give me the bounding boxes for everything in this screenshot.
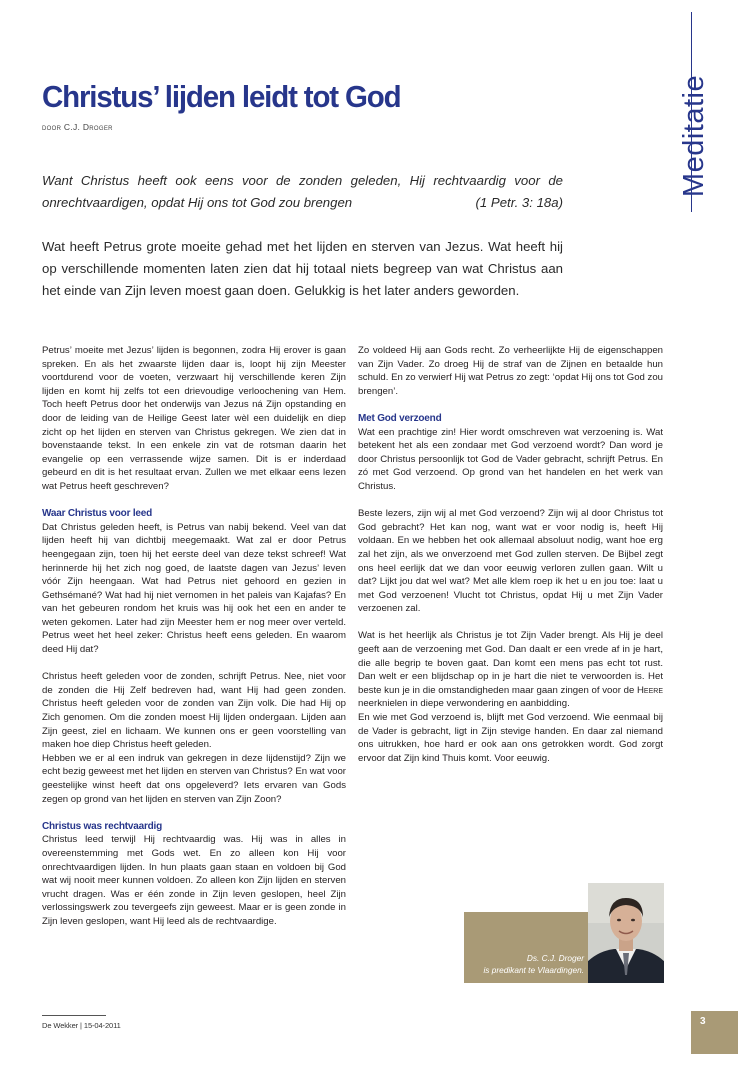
right-column (358, 344, 663, 779)
body-paragraph (358, 629, 663, 711)
bible-quote (42, 170, 563, 214)
body-paragraph: Dat Christus geleden heeft, is Petrus van nabij bekend. Veel van dat lijden heeft hij van dichtbij meegemaakt. Wat zal er door Petrus heengegaan zijn, toen hij het eerste deel van deze tekst schreef! Wat herinnerde hij het zich nog goed, de laatste dagen van Jezus’ leven vóór Zijn heengaan. Wat had Petrus niet gehoord en gezien in Gethsémané? Wat had hij niet vernomen in het paleis van Kajafas? En van het gebeuren rondom het kruis was hij ook het een en ander te weten gekomen. Later had zijn Meester hem er nog meer over verteld. Petrus weet het heel zeker: Christus heeft eens geleden. En waarom deed Hij dat? (42, 521, 346, 656)
portrait-illustration (588, 883, 664, 983)
body-paragraph: Christus leed terwijl Hij rechtvaardig was. Hij was in alles in overeenstemming met Gods wet. En zo alleen kon Hij voor onrechtvaardigen lijden. In hun plaats gaan staan en voldoen bij God wat wij nooit meer kunnen voldoen. Zo alleen kon Zijn lijden en sterven vrucht dragen. Was er één zonde in Zijn leven geslopen, heel Zijn verlossingswerk zou tevergeefs zijn geweest. Maar er is geen zonde in Zijn leven geslopen, want Hij leed als de rechtvaardige. (42, 834, 346, 927)
caption-name: Ds. C.J. Droger (526, 953, 584, 963)
quote-line-2-row (42, 192, 563, 214)
left-column (42, 344, 346, 942)
subheading-waar-christus-voor-leed: Waar Christus voor leed (42, 508, 153, 520)
section-label: Meditatie (678, 74, 710, 198)
photo-caption (466, 953, 584, 976)
quote-line-2: onrechtvaardigen, opdat Hij ons tot God zou brengen (42, 195, 353, 210)
caption-role: is predikant te Vlaardingen. (483, 964, 584, 975)
subheading-met-god-verzoend: Met God verzoend (358, 412, 442, 424)
body-text: neerknielen in diepe verwondering en aanbidding. (358, 698, 570, 710)
author-portrait (588, 883, 664, 983)
quote-line-1: Want Christus heeft ook eens voor de zonden geleden, Hij rechtvaardig voor de (42, 173, 563, 188)
intro-paragraph: Wat heeft Petrus grote moeite gehad met het lijden en sterven van Jezus. Wat heeft hij op verschillende momenten laten zien dat hij totaal niets begreep van wat Christus aan het einde van Zijn leven moest gaan doen. Gelukkig is het later anders geworden. (42, 239, 563, 298)
body-paragraph: Petrus’ moeite met Jezus’ lijden is begonnen, zodra Hij erover is gaan spreken. En als het zwaarste lijden daar is, loopt hij zijn Meester voortdurend voor de voeten, verzwaart hij verschillende keren Zijn lijden en komt hij zelfs tot een drievoudige verloochening van Hem. Toch heeft Petrus door het onderwijs van Jezus ná Zijn opstanding en door de leiding van de Heilige Geest later wèl een duidelijk en diep zicht op het lijden en sterven van Christus gekregen. We zien dat in bovenstaande tekst. In een enkele zin vat de rotsman daarin het evangelie op een verrassende wijze samen. Dit is er inderdaad gebeurd en dit is het resultaat ervan. Zullen we met elkaar eens lezen wat Petrus heeft geschreven? (42, 345, 346, 492)
page-number-tab (691, 1011, 738, 1054)
body-paragraph: En wie met God verzoend is, blijft met God verzoend. Wie eenmaal bij de Vader is gebracht, ligt in Zijn stevige handen. En daar zal niemand ons uitrukken, hoe hard er ook aan ons getrokken wordt. God zorgt ervoor dat Zijn kind Thuis komt. Voor eeuwig. (358, 712, 663, 764)
page-number: 3 (700, 1016, 706, 1027)
body-paragraph: Hebben we er al een indruk van gekregen in deze lijdenstijd? Zijn we echt bezig geweest met het lijden en sterven van Christus? En wat voor geestelijke winst heeft dat ons opgeleverd? Iets ervaren van Gods zegen op grond van het lijden en sterven van Zijn Zoon? (42, 752, 346, 805)
body-text: Wat is het heerlijk als Christus je tot Zijn Vader brengt. Als Hij je deel geeft aan de verzoening met God. Dan daalt er een vrede af in je hart, die alle begrip te boven gaat. Dan komt een mens pas echt tot rust. Dan welt er een blijdschap op in je hart die niet te verwoorden is. Het beste kun je in die omstandigheden maar gaan zingen of voor de (358, 630, 663, 696)
quote-reference: (1 Petr. 3: 18a) (475, 195, 563, 210)
author-prefix: door (42, 122, 62, 132)
heere-smallcaps: Heere (637, 684, 663, 696)
author-byline (42, 122, 113, 132)
body-paragraph: Zo voldeed Hij aan Gods recht. Zo verheerlijkte Hij de eigenschappen van Zijn Vader. Zo droeg Hij de straf van de Zijnen en betaalde hun schuld. En zo verwierf Hij wat Petrus zo zegt: ‘opdat Hij ons tot God zou brengen’. (358, 345, 664, 397)
article-title: Christus’ lijden leidt tot God (42, 79, 401, 114)
footer-source: De Wekker | 15-04-2011 (42, 1021, 121, 1030)
body-paragraph: Beste lezers, zijn wij al met God verzoend? Zijn wij al door Christus tot God gebracht? Het kan nog, want wat er voor nodig is, heeft Hij voldaan. En we hebben het ook allemaal absoluut nodig, want hoe erg zal het zijn, als we onverzoend met God zullen sterven. De Bijbel zegt ons heel eerlijk dat we dan voor eeuwig verloren zullen gaan. Wilt u dat? Lijkt jou dat wel wat? Met alle klem roep ik het u en jou toe: laat u met God verzoenen! Vlucht tot Christus, opdat Hij u met Zijn Vader verzoenen zal. (358, 508, 663, 615)
footer-rule (42, 1015, 106, 1016)
body-paragraph: Wat een prachtige zin! Hier wordt omschreven wat verzoening is. Wat betekent het als een zondaar met God verzoend wordt? Dan word je door Christus persoonlijk tot God de Vader gebracht, schrijft Petrus. En zó met God verzoend. Op grond van het handelen en het werk van Christus. (358, 426, 663, 492)
author-name: C.J. Droger (63, 122, 113, 132)
subheading-christus-was-rechtvaardig: Christus was rechtvaardig (42, 820, 163, 832)
body-paragraph: Christus heeft geleden voor de zonden, schrijft Petrus. Nee, niet voor de zonden die Hij Zelf bedreven had, want Hij had geen zonden. Christus heeft geleden voor de zonden van Zijn volk. Die had Hij op Zich genomen. Om die zonden moest Hij lijden ondergaan. Lijden aan Zijn geest, ziel en lichaam. We kunnen ons er geen voorstelling van maken hoe diep Christus heeft geleden. (42, 671, 346, 751)
